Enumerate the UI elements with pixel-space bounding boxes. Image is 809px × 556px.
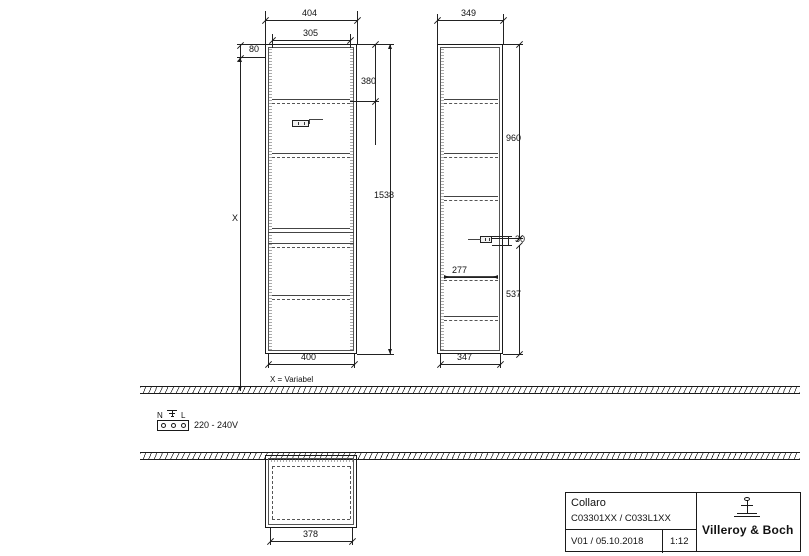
dim-1538-arrow-down xyxy=(388,349,392,354)
side-shelf-2 xyxy=(444,153,498,154)
dim-347-label: 347 xyxy=(457,352,473,362)
dim-277-label: 277 xyxy=(452,265,468,275)
front-light-module xyxy=(292,120,309,127)
brand-name: Villeroy & Boch xyxy=(702,523,794,537)
dim-347-ext-right xyxy=(500,354,501,368)
earth-symbol-bar-3 xyxy=(171,416,174,417)
dim-400-ext-left xyxy=(268,354,269,368)
dim-400-line xyxy=(268,364,354,365)
front-shelf-3b xyxy=(268,232,354,233)
side-shelf-1-dash xyxy=(444,103,498,104)
dim-1538-ext-bot xyxy=(357,354,394,355)
dim-378-label: 378 xyxy=(303,529,319,539)
scale-value: 1:12 xyxy=(670,536,689,547)
dim-404-label: 404 xyxy=(302,8,318,18)
title-block xyxy=(565,492,801,552)
socket-pin-n xyxy=(161,423,166,428)
plan-dash-right xyxy=(350,466,351,519)
wall-band-lower xyxy=(140,452,800,460)
side-light-module xyxy=(480,236,492,243)
dim-X-label: X xyxy=(232,213,239,223)
dim-537-line xyxy=(519,245,520,354)
front-shelf-1-dash xyxy=(272,103,350,104)
plan-dash-left xyxy=(272,466,273,519)
side-shelf-5-dash xyxy=(444,320,498,321)
earth-symbol-bar-2 xyxy=(169,413,175,414)
front-cabinet-inner xyxy=(268,47,354,351)
electrical-live-label: L xyxy=(181,411,186,420)
side-shelf-2-dash xyxy=(444,157,498,158)
product-name: Collaro xyxy=(571,497,606,509)
dim-30-ext-bot xyxy=(492,245,512,246)
dim-404-ext-left xyxy=(265,11,266,44)
socket-icon xyxy=(157,420,189,431)
dim-277-arrow-left xyxy=(444,275,449,279)
front-light-leader-v xyxy=(309,119,310,124)
front-shelf-1 xyxy=(272,99,350,100)
article-numbers: C03301XX / C033L1XX xyxy=(571,513,671,524)
title-block-row-divider xyxy=(566,529,696,530)
dim-30-line xyxy=(508,236,509,245)
front-shelf-3c xyxy=(268,243,354,244)
side-shelf-3 xyxy=(444,196,498,197)
side-light-leader xyxy=(468,239,481,240)
variable-note: X = Variabel xyxy=(270,375,314,384)
dim-1538-label: 1538 xyxy=(374,190,395,200)
dim-30-label: 30 xyxy=(515,234,526,244)
wall-band-upper xyxy=(140,386,800,394)
dim-380-line xyxy=(375,44,376,145)
dim-80-label: 80 xyxy=(249,44,260,54)
front-shelf-2-dash xyxy=(272,157,350,158)
dim-X-arrow-up xyxy=(238,57,242,62)
version-date: V01 / 05.10.2018 xyxy=(571,536,644,547)
dim-277-line xyxy=(444,277,498,278)
plan-dash-top xyxy=(272,466,350,467)
brand-logo-mark xyxy=(734,497,760,519)
side-cabinet-inner xyxy=(440,47,500,351)
title-block-divider xyxy=(696,493,697,551)
earth-symbol-bar-1 xyxy=(167,410,177,411)
title-block-scale-divider xyxy=(662,529,663,553)
socket-pin-e xyxy=(171,423,176,428)
dim-349-label: 349 xyxy=(461,8,477,18)
front-shelf-3-dash xyxy=(272,247,350,248)
side-shelf-3-dash xyxy=(444,200,498,201)
front-door-edge-right xyxy=(350,48,353,350)
side-shelf-5 xyxy=(444,316,498,317)
dim-960-label: 960 xyxy=(506,133,522,143)
front-shelf-3 xyxy=(272,228,350,229)
dim-347-ext-left xyxy=(440,354,441,368)
dim-404-ext-right xyxy=(357,11,358,44)
dim-277-arrow-right xyxy=(493,275,498,279)
dim-404-line xyxy=(265,20,357,21)
dim-400-ext-right xyxy=(354,354,355,368)
dim-30-ext-top xyxy=(492,236,512,237)
dim-400-label: 400 xyxy=(301,352,317,362)
dim-537-label: 537 xyxy=(506,289,522,299)
plan-edge-top xyxy=(268,459,354,462)
front-light-leader xyxy=(309,119,323,120)
side-shelf-1 xyxy=(444,99,498,100)
side-shelf-4-dash xyxy=(444,280,498,281)
dim-305-label: 305 xyxy=(303,28,319,38)
socket-pin-l xyxy=(181,423,186,428)
dim-378-line xyxy=(270,541,352,542)
dim-1538-arrow-up xyxy=(388,44,392,49)
front-door-edge-left xyxy=(269,48,272,350)
plan-dash-bottom xyxy=(272,519,350,520)
front-shelf-2 xyxy=(272,153,350,154)
plan-inner xyxy=(268,458,354,525)
front-shelf-4 xyxy=(272,295,350,296)
side-edge-left xyxy=(441,48,444,350)
dim-380-label: 380 xyxy=(361,76,377,86)
dim-349-line xyxy=(437,20,503,21)
electrical-neutral-label: N xyxy=(157,411,163,420)
dim-X-line xyxy=(240,57,241,391)
voltage-label: 220 - 240V xyxy=(194,420,239,430)
front-shelf-4-dash xyxy=(272,299,350,300)
dim-347-line xyxy=(440,364,500,365)
dim-305-line xyxy=(272,40,350,41)
